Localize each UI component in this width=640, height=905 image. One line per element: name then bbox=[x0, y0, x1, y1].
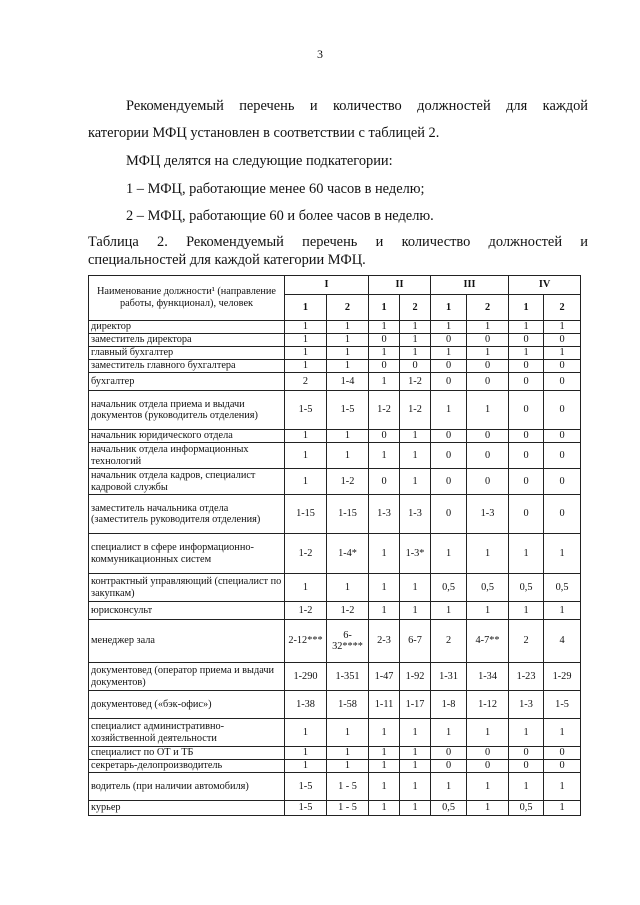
staff-count-cell: 0 bbox=[467, 747, 509, 760]
position-name-cell: водитель (при наличии автомобиля) bbox=[89, 773, 285, 801]
header-subcategory: 2 bbox=[544, 295, 581, 321]
header-position-name: Наименование должности¹ (направление работы, функционал), человек bbox=[89, 276, 285, 321]
staff-count-cell: 0 bbox=[509, 747, 544, 760]
staff-count-cell: 0 bbox=[544, 443, 581, 469]
staff-count-cell: 1-4* bbox=[327, 534, 369, 574]
staff-count-cell: 1 bbox=[544, 347, 581, 360]
position-name-cell: контрактный управляющий (специалист по закупкам) bbox=[89, 574, 285, 602]
staff-count-cell: 0 bbox=[509, 495, 544, 534]
staff-count-cell: 1-12 bbox=[467, 691, 509, 719]
table-row bbox=[89, 430, 581, 443]
staff-count-cell: 1 bbox=[509, 773, 544, 801]
staff-count-cell: 1-34 bbox=[467, 663, 509, 691]
staff-count-cell: 0,5 bbox=[544, 574, 581, 602]
staff-count-cell: 1 bbox=[369, 760, 400, 773]
staff-count-cell: 1 bbox=[467, 719, 509, 747]
table-row bbox=[89, 574, 581, 602]
position-name-cell: юрисконсульт bbox=[89, 602, 285, 620]
position-name-cell: менеджер зала bbox=[89, 620, 285, 663]
staff-count-cell: 0 bbox=[431, 469, 467, 495]
staff-count-cell: 1-2 bbox=[369, 391, 400, 430]
header-subcategory: 2 bbox=[400, 295, 431, 321]
position-name-cell: заместитель главного бухгалтера bbox=[89, 360, 285, 373]
staff-count-cell: 0,5 bbox=[467, 574, 509, 602]
paragraph-intro-line2: категории МФЦ установлен в соответствии с таблицей 2. bbox=[88, 125, 440, 141]
staff-count-cell: 1-47 bbox=[369, 663, 400, 691]
staff-count-cell: 1 bbox=[285, 719, 327, 747]
staff-count-cell: 2 bbox=[509, 620, 544, 663]
table-caption-line1: Таблица 2. Рекомендуемый перечень и количество должностей и bbox=[88, 234, 588, 250]
staff-count-cell: 0 bbox=[544, 495, 581, 534]
staff-count-cell: 1 bbox=[544, 801, 581, 816]
staff-count-cell: 2 bbox=[285, 373, 327, 391]
subcategory-2-text: 2 – МФЦ, работающие 60 и более часов в неделю. bbox=[126, 208, 434, 224]
staff-count-cell: 1 bbox=[369, 773, 400, 801]
staff-count-cell: 0 bbox=[467, 334, 509, 347]
staff-count-cell: 1-3 bbox=[467, 495, 509, 534]
staff-count-cell: 1 bbox=[431, 347, 467, 360]
staff-count-cell: 1-2 bbox=[400, 373, 431, 391]
staff-count-cell: 1 bbox=[327, 334, 369, 347]
table-row bbox=[89, 373, 581, 391]
position-name-cell: курьер bbox=[89, 801, 285, 816]
staff-count-cell: 1 bbox=[400, 469, 431, 495]
staff-count-cell: 0 bbox=[467, 760, 509, 773]
staff-count-cell: 0 bbox=[467, 469, 509, 495]
staff-count-cell: 1 bbox=[369, 747, 400, 760]
staff-count-cell: 1 bbox=[327, 719, 369, 747]
staff-count-cell: 1-11 bbox=[369, 691, 400, 719]
staff-count-cell: 0 bbox=[431, 373, 467, 391]
staff-count-cell: 1-3 bbox=[369, 495, 400, 534]
staff-count-cell: 1 bbox=[544, 534, 581, 574]
table-row bbox=[89, 760, 581, 773]
staff-count-cell: 0 bbox=[509, 373, 544, 391]
position-name-cell: заместитель начальника отдела (заместитель руководителя отделения) bbox=[89, 495, 285, 534]
table-row bbox=[89, 663, 581, 691]
position-name-cell: документовед (оператор приема и выдачи документов) bbox=[89, 663, 285, 691]
header-subcategory: 1 bbox=[285, 295, 327, 321]
staff-count-cell: 1 bbox=[509, 347, 544, 360]
staff-count-cell: 1-15 bbox=[327, 495, 369, 534]
staff-count-cell: 1 bbox=[509, 534, 544, 574]
header-category-iv: IV bbox=[509, 276, 581, 295]
staff-count-cell: 0 bbox=[509, 334, 544, 347]
staff-count-cell: 1-4 bbox=[327, 373, 369, 391]
staff-count-cell: 0 bbox=[544, 373, 581, 391]
staff-count-cell: 1-3 bbox=[509, 691, 544, 719]
header-subcategory: 1 bbox=[431, 295, 467, 321]
header-subcategory: 1 bbox=[509, 295, 544, 321]
staff-count-cell: 1-5 bbox=[285, 773, 327, 801]
staff-count-cell: 1 bbox=[400, 334, 431, 347]
staff-count-cell: 1 bbox=[285, 443, 327, 469]
staff-count-cell: 1 bbox=[400, 430, 431, 443]
staff-count-cell: 1 bbox=[327, 360, 369, 373]
staff-count-cell: 1 bbox=[400, 801, 431, 816]
staff-count-cell: 1 bbox=[369, 534, 400, 574]
staff-count-cell: 0 bbox=[467, 430, 509, 443]
staff-count-cell: 2-3 bbox=[369, 620, 400, 663]
staff-count-cell: 1-2 bbox=[285, 602, 327, 620]
position-name-cell: начальник юридического отдела bbox=[89, 430, 285, 443]
staff-count-cell: 1 bbox=[285, 347, 327, 360]
paragraph-subcategories: МФЦ делятся на следующие подкатегории: bbox=[126, 153, 393, 169]
staff-count-cell: 1 bbox=[544, 773, 581, 801]
staff-count-cell: 1 bbox=[285, 334, 327, 347]
table-row bbox=[89, 773, 581, 801]
position-name-cell: начальник отдела информационных технологий bbox=[89, 443, 285, 469]
staff-count-cell: 1 - 5 bbox=[327, 773, 369, 801]
position-name-cell: документовед («бэк-офис») bbox=[89, 691, 285, 719]
table-row bbox=[89, 443, 581, 469]
table-row bbox=[89, 360, 581, 373]
staff-count-cell: 1 bbox=[369, 443, 400, 469]
staff-count-cell: 1-29 bbox=[544, 663, 581, 691]
staff-count-cell: 1 bbox=[327, 430, 369, 443]
header-subcategory: 2 bbox=[467, 295, 509, 321]
staff-count-cell: 1 bbox=[544, 719, 581, 747]
staff-count-cell: 0 bbox=[369, 334, 400, 347]
staff-count-cell: 1-5 bbox=[327, 391, 369, 430]
staff-count-cell: 0 bbox=[431, 430, 467, 443]
staff-count-cell: 1 bbox=[327, 443, 369, 469]
staff-count-cell: 0 bbox=[369, 469, 400, 495]
staff-count-cell: 1 bbox=[327, 760, 369, 773]
staff-count-cell: 0 bbox=[369, 360, 400, 373]
position-name-cell: бухгалтер bbox=[89, 373, 285, 391]
staff-count-cell: 0 bbox=[509, 391, 544, 430]
staff-count-cell: 1-92 bbox=[400, 663, 431, 691]
position-name-cell: специалист по ОТ и ТБ bbox=[89, 747, 285, 760]
staff-table bbox=[88, 275, 581, 816]
table-row bbox=[89, 719, 581, 747]
staff-count-cell: 0 bbox=[544, 430, 581, 443]
staff-count-cell: 1 - 5 bbox=[327, 801, 369, 816]
staff-count-cell: 0 bbox=[467, 443, 509, 469]
staff-count-cell: 1-290 bbox=[285, 663, 327, 691]
staff-count-cell: 1-8 bbox=[431, 691, 467, 719]
staff-count-cell: 1 bbox=[400, 747, 431, 760]
staff-count-cell: 0 bbox=[431, 760, 467, 773]
staff-count-cell: 1-5 bbox=[285, 391, 327, 430]
table-row bbox=[89, 534, 581, 574]
position-name-cell: заместитель директора bbox=[89, 334, 285, 347]
table-caption-line2: специальностей для каждой категории МФЦ. bbox=[88, 252, 366, 268]
staff-count-cell: 1 bbox=[400, 773, 431, 801]
staff-count-cell: 6-32**** bbox=[327, 620, 369, 663]
staff-count-cell: 6-7 bbox=[400, 620, 431, 663]
header-category-iii: III bbox=[431, 276, 509, 295]
staff-count-cell: 0 bbox=[369, 430, 400, 443]
staff-count-cell: 1 bbox=[400, 719, 431, 747]
staff-count-cell: 1 bbox=[285, 747, 327, 760]
staff-count-cell: 0 bbox=[431, 495, 467, 534]
staff-count-cell: 1 bbox=[467, 347, 509, 360]
staff-count-cell: 0,5 bbox=[431, 801, 467, 816]
staff-count-cell: 2-12*** bbox=[285, 620, 327, 663]
staff-count-cell: 0 bbox=[467, 360, 509, 373]
table-row bbox=[89, 469, 581, 495]
staff-count-cell: 1-3* bbox=[400, 534, 431, 574]
staff-count-cell: 1 bbox=[431, 602, 467, 620]
page-number: 3 bbox=[317, 47, 323, 61]
staff-count-cell: 1 bbox=[400, 602, 431, 620]
staff-count-cell: 1-31 bbox=[431, 663, 467, 691]
staff-count-cell: 0 bbox=[509, 760, 544, 773]
staff-count-cell: 0 bbox=[431, 443, 467, 469]
staff-count-cell: 1 bbox=[369, 801, 400, 816]
staff-count-cell: 1-2 bbox=[327, 602, 369, 620]
staff-count-cell: 1-2 bbox=[327, 469, 369, 495]
staff-count-cell: 0 bbox=[431, 334, 467, 347]
staff-count-cell: 0 bbox=[431, 747, 467, 760]
staff-count-cell: 1 bbox=[467, 801, 509, 816]
header-category-i: I bbox=[285, 276, 369, 295]
header-subcategory: 1 bbox=[369, 295, 400, 321]
table-row bbox=[89, 620, 581, 663]
staff-count-cell: 0 bbox=[431, 360, 467, 373]
staff-count-cell: 0 bbox=[509, 430, 544, 443]
staff-count-cell: 1-17 bbox=[400, 691, 431, 719]
staff-count-cell: 0 bbox=[544, 391, 581, 430]
staff-count-cell: 1 bbox=[285, 574, 327, 602]
position-name-cell: специалист в сфере информационно-коммуникационных систем bbox=[89, 534, 285, 574]
position-name-cell: начальник отдела кадров, специалист кадровой службы bbox=[89, 469, 285, 495]
position-name-cell: секретарь-делопроизводитель bbox=[89, 760, 285, 773]
staff-count-cell: 1-58 bbox=[327, 691, 369, 719]
staff-count-cell: 1 bbox=[431, 719, 467, 747]
staff-count-cell: 1 bbox=[467, 773, 509, 801]
staff-count-cell: 0 bbox=[544, 360, 581, 373]
staff-count-cell: 1-5 bbox=[285, 801, 327, 816]
staff-count-cell: 1 bbox=[431, 321, 467, 334]
staff-count-cell: 1 bbox=[285, 760, 327, 773]
staff-count-cell: 1 bbox=[369, 347, 400, 360]
paragraph-intro-line1: Рекомендуемый перечень и количество должностей для каждой bbox=[126, 98, 588, 114]
staff-count-cell: 0,5 bbox=[509, 574, 544, 602]
table-row bbox=[89, 391, 581, 430]
staff-count-cell: 1 bbox=[509, 602, 544, 620]
staff-count-cell: 1 bbox=[369, 719, 400, 747]
staff-count-cell: 0 bbox=[467, 373, 509, 391]
staff-count-cell: 1 bbox=[327, 347, 369, 360]
table-row bbox=[89, 334, 581, 347]
header-category-ii: II bbox=[369, 276, 431, 295]
staff-count-cell: 0 bbox=[509, 469, 544, 495]
staff-count-cell: 0 bbox=[544, 334, 581, 347]
staff-count-cell: 1 bbox=[509, 719, 544, 747]
staff-count-cell: 1 bbox=[400, 321, 431, 334]
staff-count-cell: 0 bbox=[400, 360, 431, 373]
staff-count-cell: 0 bbox=[544, 760, 581, 773]
staff-count-cell: 1 bbox=[431, 391, 467, 430]
staff-count-cell: 1 bbox=[327, 747, 369, 760]
table-row bbox=[89, 801, 581, 816]
staff-count-cell: 1 bbox=[285, 321, 327, 334]
header-subcategory: 2 bbox=[327, 295, 369, 321]
staff-count-cell: 1 bbox=[544, 602, 581, 620]
subcategory-1-text: 1 – МФЦ, работающие менее 60 часов в неделю; bbox=[126, 181, 425, 197]
staff-count-cell: 1 bbox=[369, 574, 400, 602]
staff-count-cell: 0 bbox=[544, 469, 581, 495]
table-row bbox=[89, 747, 581, 760]
staff-count-cell: 1 bbox=[467, 602, 509, 620]
position-name-cell: начальник отдела приема и выдачи документов (руководитель отделения) bbox=[89, 391, 285, 430]
staff-count-cell: 1-2 bbox=[285, 534, 327, 574]
staff-count-cell: 1 bbox=[400, 760, 431, 773]
staff-count-cell: 1-351 bbox=[327, 663, 369, 691]
staff-count-cell: 1 bbox=[431, 534, 467, 574]
staff-count-cell: 2 bbox=[431, 620, 467, 663]
staff-count-cell: 1 bbox=[285, 430, 327, 443]
staff-count-cell: 4 bbox=[544, 620, 581, 663]
staff-count-cell: 1-15 bbox=[285, 495, 327, 534]
staff-count-cell: 1 bbox=[467, 321, 509, 334]
position-name-cell: специалист административно-хозяйственной деятельности bbox=[89, 719, 285, 747]
staff-count-cell: 1 bbox=[467, 534, 509, 574]
staff-count-cell: 1 bbox=[400, 574, 431, 602]
staff-count-cell: 1-2 bbox=[400, 391, 431, 430]
table-row bbox=[89, 495, 581, 534]
staff-count-cell: 1-3 bbox=[400, 495, 431, 534]
staff-count-cell: 1 bbox=[400, 443, 431, 469]
table-row bbox=[89, 347, 581, 360]
table-row bbox=[89, 321, 581, 334]
position-name-cell: директор bbox=[89, 321, 285, 334]
staff-count-cell: 1 bbox=[369, 321, 400, 334]
table-row bbox=[89, 691, 581, 719]
staff-count-cell: 0,5 bbox=[509, 801, 544, 816]
staff-count-cell: 4-7** bbox=[467, 620, 509, 663]
staff-count-cell: 1-5 bbox=[544, 691, 581, 719]
staff-count-cell: 0 bbox=[544, 747, 581, 760]
staff-count-cell: 1 bbox=[509, 321, 544, 334]
staff-count-cell: 1 bbox=[400, 347, 431, 360]
staff-count-cell: 0 bbox=[509, 443, 544, 469]
staff-count-cell: 1 bbox=[285, 469, 327, 495]
position-name-cell: главный бухгалтер bbox=[89, 347, 285, 360]
staff-count-cell: 1-23 bbox=[509, 663, 544, 691]
staff-count-cell: 0 bbox=[509, 360, 544, 373]
staff-count-cell: 1 bbox=[327, 321, 369, 334]
staff-count-cell: 1 bbox=[544, 321, 581, 334]
staff-count-cell: 0,5 bbox=[431, 574, 467, 602]
staff-count-cell: 1 bbox=[369, 602, 400, 620]
staff-count-cell: 1 bbox=[467, 391, 509, 430]
staff-count-cell: 1-38 bbox=[285, 691, 327, 719]
staff-count-cell: 1 bbox=[369, 373, 400, 391]
staff-count-cell: 1 bbox=[285, 360, 327, 373]
table-row bbox=[89, 602, 581, 620]
staff-count-cell: 1 bbox=[431, 773, 467, 801]
staff-count-cell: 1 bbox=[327, 574, 369, 602]
